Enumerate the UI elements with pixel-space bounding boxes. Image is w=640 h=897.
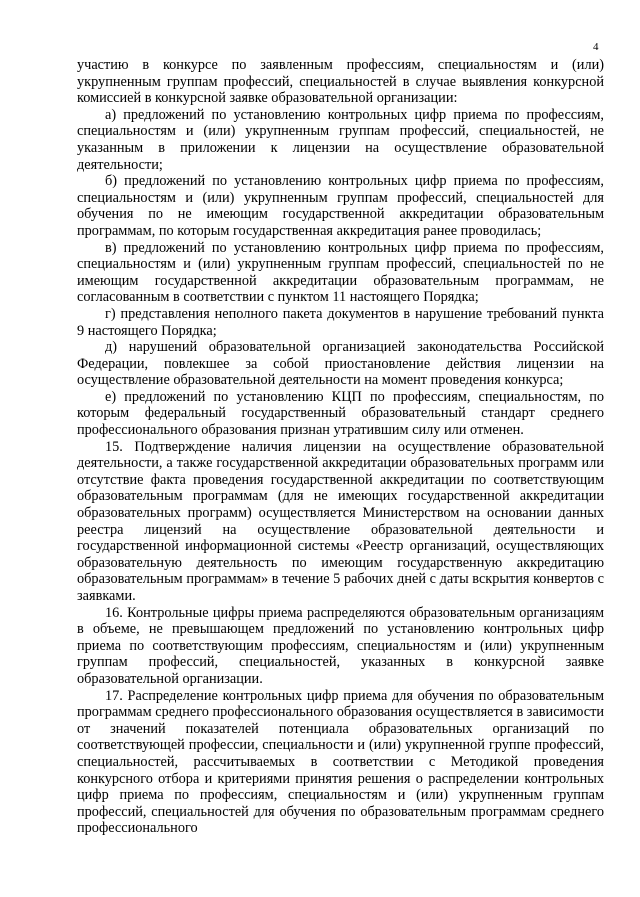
paragraph-17: 17. Распределение контрольных цифр приема для обучения по образовательным программам среднего профессионального образования осуществляется в зависимости от значений показателей потенциала образовательных организаций по соответствующей профессии, специальности и (или) укрупненной группе профессий, специальностей, рассчитываемых в соответствии с Методикой проведения конкурсного отбора и критериями принятия решения о распределении контрольных цифр приема по профессиям, специальностям и (или) укрупненным группам профессий, специальностей для обучения по образовательным программам среднего профессионального [77, 687, 604, 837]
paragraph-16: 16. Контрольные цифры приема распределяются образовательным организациям в объеме, не превышающем предложений по установлению контрольных цифр приема по соответствующим профессиям, специальностям и (или) укрупненным группам профессий, специальностей, указанных в конкурсной заявке образовательной организации. [77, 604, 604, 687]
paragraph-15: 15. Подтверждение наличия лицензии на осуществление образовательной деятельности, а также государственной аккредитации образовательных программ или отсутствие факта проведения государственной аккредитации по соответствующим образовательным программам (для не имеющих государственной аккредитации образовательных программ) осуществляется Министерством на основании данных реестра лицензий на осуществление образовательной деятельности и государственной информационной системы «Реестр организаций, осуществляющих образовательную деятельность по имеющим государственную аккредитацию образовательным программам» в течение 5 рабочих дней с даты вскрытия конвертов с заявками. [77, 438, 604, 604]
paragraph-item-e: е) предложений по установлению КЦП по профессиям, специальностям, по которым федеральный государственный образовательный стандарт среднего профессионального образования признан утратившим силу или отменен. [77, 388, 604, 439]
paragraph-item-d: д) нарушений образовательной организацией законодательства Российской Федерации, повлекшее за собой приостановление действия лицензии на осуществление образовательной деятельности на момент проведения конкурса; [77, 339, 604, 389]
document-body [77, 57, 604, 837]
paragraph-item-a: а) предложений по установлению контрольных цифр приема по профессиям, специальностям и (или) укрупненным группам профессий, специальностей, не указанным в приложении к лицензии на осуществление образовательной деятельности; [77, 106, 604, 173]
paragraph-continuation: участию в конкурсе по заявленным профессиям, специальностям и (или) укрупненным группам профессий, специальностей в случае выявления конкурсной комиссией в конкурсной заявке образовательной организации: [77, 57, 604, 107]
paragraph-item-b: б) предложений по установлению контрольных цифр приема по профессиям, специальностям и (или) укрупненным группам профессий, специальностей для обучения по не имеющим государственной аккредитации образовательным программам, по которым государственная аккредитация ранее проводилась; [77, 173, 604, 239]
page-number: 4 [593, 41, 599, 53]
paragraph-item-g: г) представления неполного пакета документов в нарушение требований пункта 9 настоящего Порядка; [77, 305, 604, 339]
paragraph-item-v: в) предложений по установлению контрольных цифр приема по профессиям, специальностям и (или) укрупненным группам профессий, специальностей по не имеющим государственной аккредитации образовательным программам, не согласованным в соответствии с пунктом 11 настоящего Порядка; [77, 239, 604, 306]
